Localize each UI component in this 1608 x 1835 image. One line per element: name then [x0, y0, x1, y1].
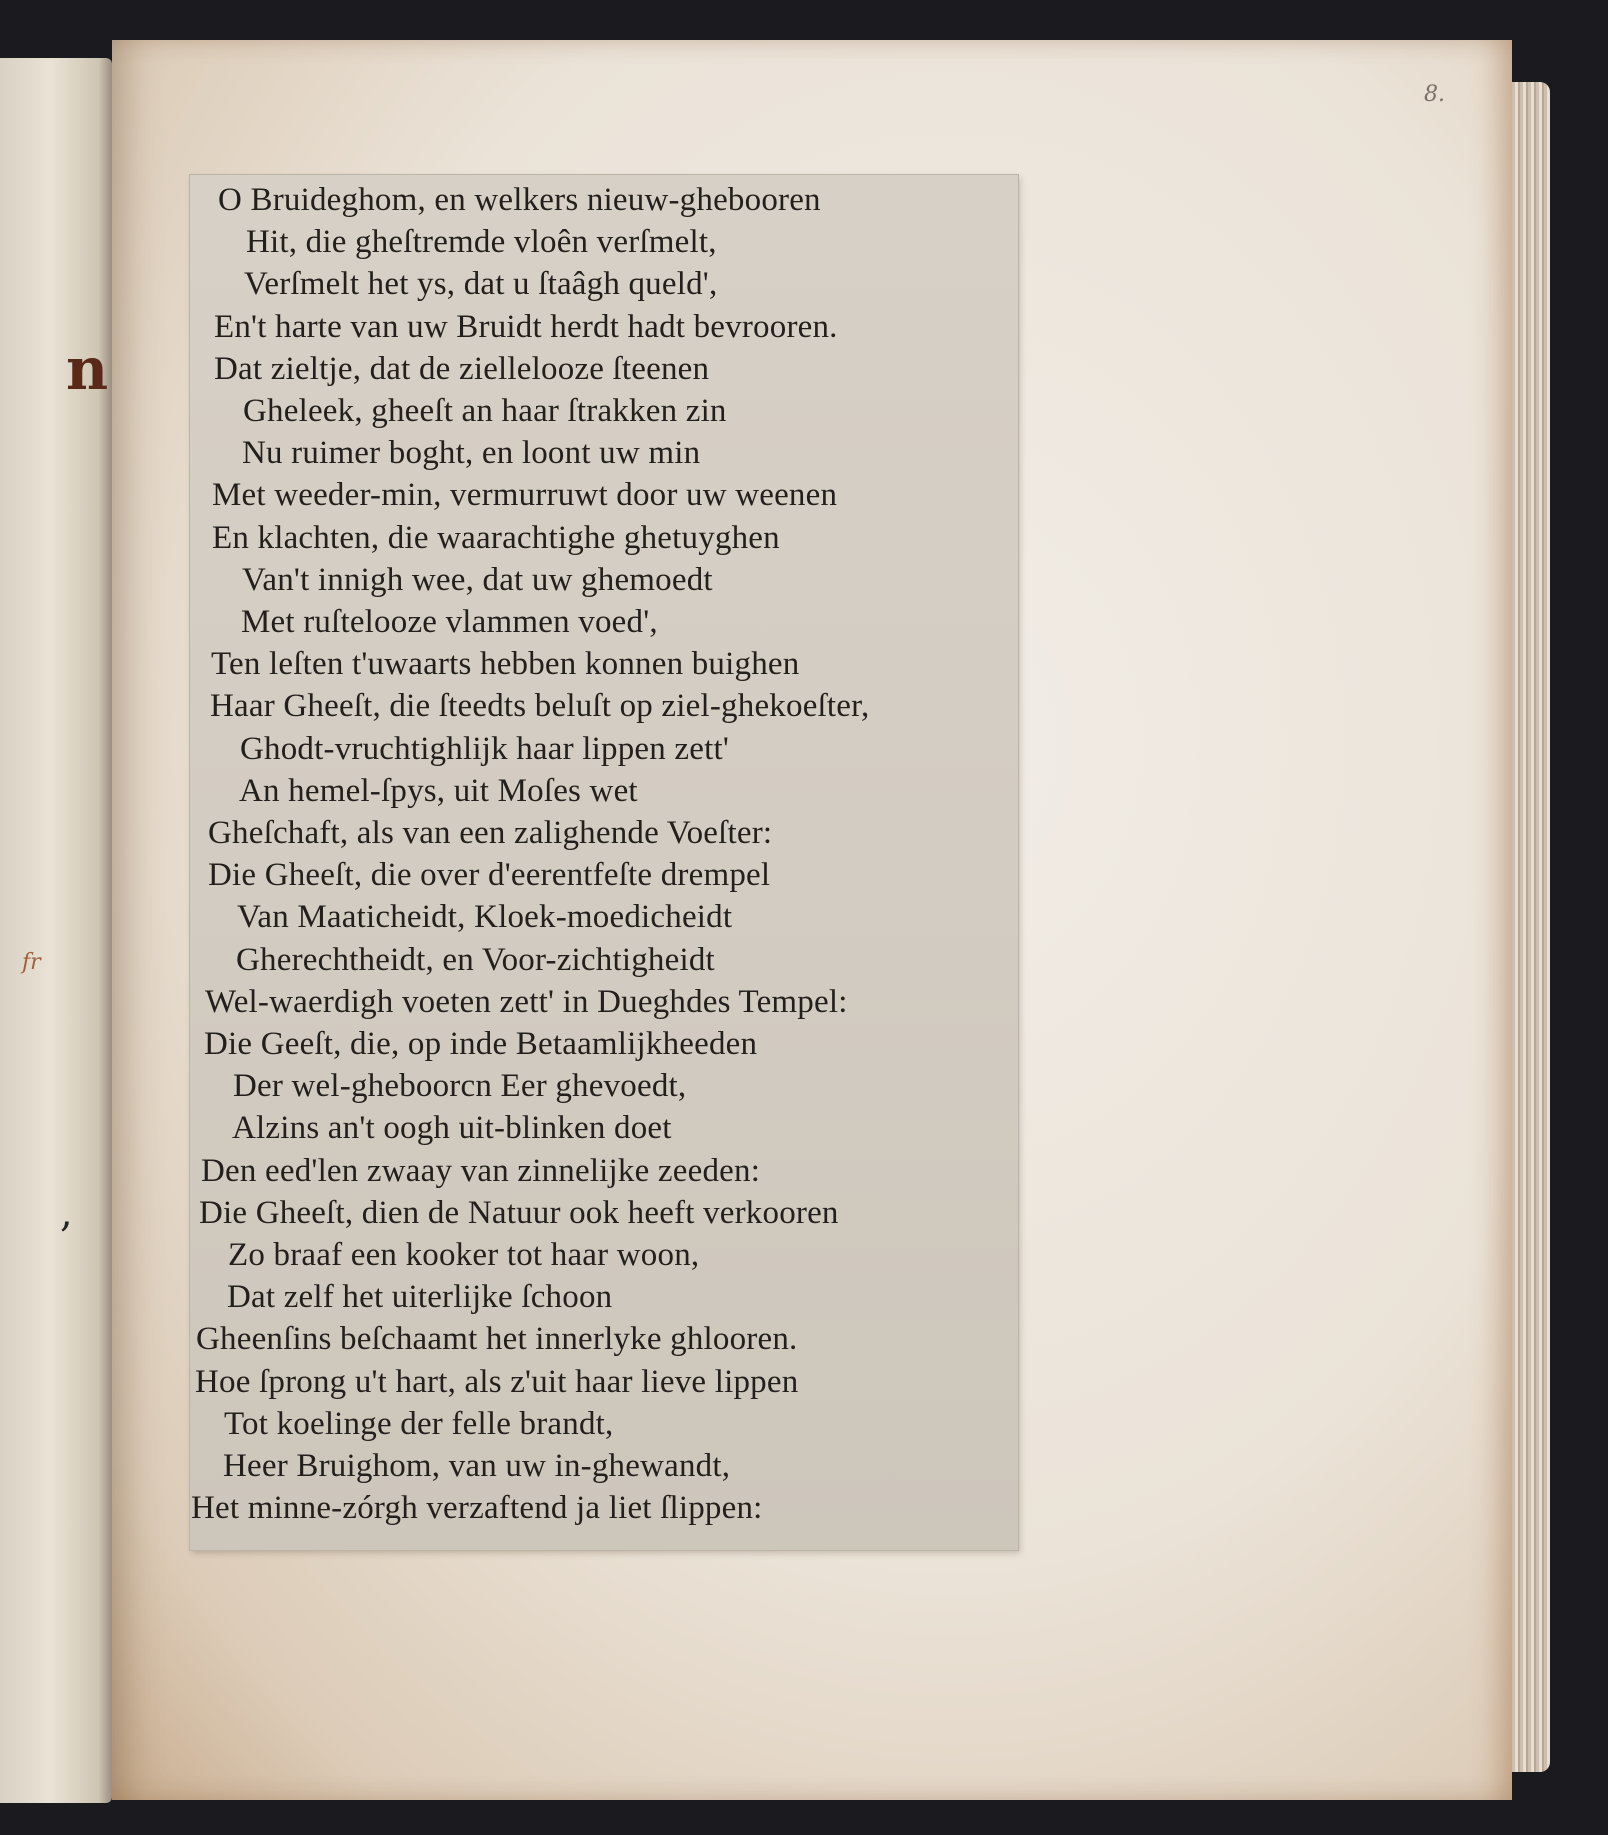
poem-line: Dat zieltje, dat de ziellelooze ſteenen	[214, 350, 710, 387]
poem-line: Het minne-zórgh verzaftend ja liet ſlippen:	[191, 1490, 763, 1527]
poem-line: Zo braaf een kooker tot haar woon,	[228, 1237, 700, 1273]
poem-line: Hoe ſprong u't hart, als z'uit haar lieve lippen	[195, 1363, 799, 1400]
poem-line: En't harte van uw Bruidt herdt hadt bevrooren.	[214, 308, 838, 345]
poem-line: Dat zelf het uiterlijke ſchoon	[227, 1279, 613, 1316]
poem-line: Gheſchaft, als van een zalighende Voeſter:	[208, 815, 773, 851]
poem-line: Gherechtheidt, en Voor-zichtigheidt	[236, 941, 715, 978]
folio-number: 8.	[1424, 82, 1445, 107]
facing-page-left	[0, 58, 112, 1803]
facing-page-fragment: ,	[60, 1190, 73, 1236]
poem-line: O Bruideghom, en welkers nieuw-ghebooren	[218, 182, 821, 218]
poem-line: Met weeder-min, vermurruwt door uw weenen	[212, 477, 838, 514]
poem-line: Die Gheeſt, die over d'eerentfeſte drempel	[208, 857, 771, 894]
poem-line: Ten leſten t'uwaarts hebben konnen buighen	[211, 646, 800, 683]
poem-line: Tot koelinge der felle brandt,	[224, 1405, 614, 1442]
facing-page-fragment: fr	[22, 950, 41, 975]
poem-line: Die Gheeſt, dien de Natuur ook heeft verkooren	[199, 1194, 839, 1231]
poem-line: Haar Gheeſt, die ſteedts beluſt op ziel-ghekoeſter,	[210, 688, 870, 725]
poem-line: Hit, die gheſtremde vloên verſmelt,	[246, 224, 717, 261]
poem-line: Den eed'len zwaay van zinnelijke zeeden:	[201, 1152, 761, 1189]
poem-line: En klachten, die waarachtighe ghetuyghen	[212, 519, 780, 556]
poem-line: Alzins an't oogh uit-blinken doet	[232, 1110, 672, 1147]
poem-line: Wel-waerdigh voeten zett' in Dueghdes Tempel:	[205, 983, 848, 1020]
poem-line: Heer Bruighom, van uw in-ghewandt,	[223, 1448, 731, 1484]
poem-line: Met ruſtelooze vlammen voed',	[241, 604, 658, 640]
poem-line: Ghodt-vruchtighlijk haar lippen zett'	[240, 730, 729, 767]
poem-line: Die Geeſt, die, op inde Betaamlijkheeden	[204, 1026, 758, 1062]
poem-line: Gheleek, gheeſt an haar ſtrakken zin	[243, 393, 727, 429]
poem-line: Nu ruimer boght, en loont uw min	[242, 435, 701, 472]
poem-line: Der wel-gheboorcn Eer ghevoedt,	[233, 1068, 687, 1105]
poem-line: An hemel-ſpys, uit Moſes wet	[239, 772, 638, 809]
poem-line: Van't innigh wee, dat uw ghemoedt	[242, 561, 713, 598]
poem-line: Verſmelt het ys, dat u ſtaâgh queld',	[244, 266, 718, 303]
poem-line: Van Maaticheidt, Kloek-moedicheidt	[237, 899, 733, 936]
poem-line: Gheenſins beſchaamt het innerlyke ghlooren.	[196, 1321, 798, 1358]
facing-page-fragment: n	[66, 335, 109, 403]
